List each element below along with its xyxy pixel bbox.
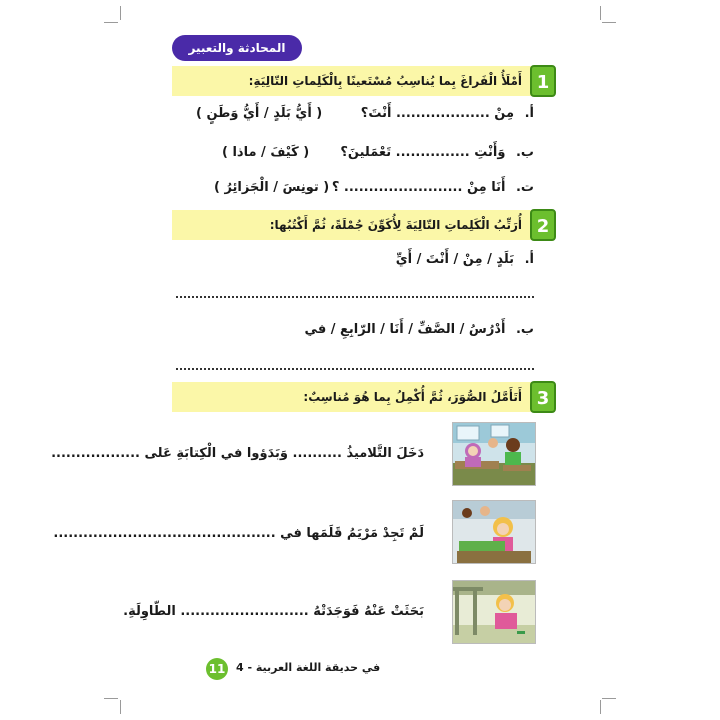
exercise-1-item-a	[361, 106, 534, 121]
exercise-3-number: 3	[530, 381, 556, 413]
exercise-3-instruction: أَتَأَمَّلُ الصُّوَرَ، ثُمَّ أُكْمِلُ بِما هُوَ مُناسِبٌ:	[303, 390, 522, 404]
exercise-1-choices-c: ( تونِسَ / الْجَزائِرُ )	[214, 180, 330, 195]
table-picture	[452, 580, 536, 644]
table-illustration	[452, 581, 535, 644]
exercise-3-item-2[interactable]: لَمْ تَجِدْ مَرْيَمُ قَلَمَها في .............................................	[53, 526, 424, 541]
desk-picture	[452, 500, 536, 564]
item-text: أَدْرُسُ / الصَّفِّ / أَنَا / الرّابِعِ / في	[304, 322, 506, 337]
answer-line[interactable]	[176, 368, 534, 370]
exercise-1-item-c	[332, 180, 534, 195]
crop-mark	[104, 698, 118, 699]
book-title: في حديقة اللغة العربية - 4	[236, 661, 381, 674]
item-label: ب.	[515, 145, 534, 160]
item-label: أ.	[524, 106, 534, 121]
section-header: المحادثة والتعبير	[172, 35, 302, 61]
classroom-illustration	[452, 423, 535, 486]
item-label: أ.	[524, 252, 534, 267]
exercise-1-number: 1	[530, 65, 556, 97]
exercise-2-bar	[172, 210, 548, 240]
exercise-2-item-b	[305, 322, 534, 337]
item-label: ب.	[515, 322, 534, 337]
crop-mark	[600, 700, 601, 714]
exercise-2-number: 2	[530, 209, 556, 241]
item-text[interactable]: مِنْ ................... أَنْتَ؟	[360, 106, 515, 121]
exercise-1-choices-b: ( كَيْفَ / ماذا )	[222, 145, 310, 160]
crop-mark	[600, 6, 601, 20]
crop-mark	[120, 700, 121, 714]
crop-mark	[104, 22, 118, 23]
exercise-1-bar	[172, 66, 548, 96]
crop-mark	[602, 698, 616, 699]
exercise-1-instruction: أَمْلَأُ الْفَراغَ بِما يُناسِبُ مُسْتَعينًا بِالْكَلِماتِ التّالِيَةِ:	[248, 74, 522, 88]
classroom-picture	[452, 422, 536, 486]
crop-mark	[602, 22, 616, 23]
exercise-2-item-a	[396, 252, 534, 267]
item-text: بَلَدٍ / مِنْ / أَنْتَ / أَيِّ	[395, 252, 515, 267]
answer-line[interactable]	[176, 296, 534, 298]
item-text[interactable]: أَنَا مِنْ ........................ ؟	[331, 180, 506, 195]
desk-illustration	[452, 501, 535, 564]
crop-mark	[120, 6, 121, 20]
item-text[interactable]: وَأَنْتِ ............... تَعْمَلينَ؟	[340, 145, 506, 160]
exercise-3-item-1[interactable]: دَخَلَ التَّلاميذُ .......... وَبَدَؤوا في الْكِتابَةِ عَلى ..................	[51, 446, 424, 461]
exercise-2-instruction: أُرَتِّبُ الْكَلِماتِ التّالِيَةَ لِأُكَوِّنَ جُمْلَةً، ثُمَّ أَكْتُبُها:	[269, 218, 522, 232]
page-number: 11	[206, 658, 228, 680]
item-label: ت.	[515, 180, 534, 195]
exercise-1-choices-a: ( أَيُّ بَلَدٍ / أَيُّ وَطَنٍ )	[196, 106, 323, 121]
exercise-3-bar	[172, 382, 548, 412]
exercise-1-item-b	[340, 145, 534, 160]
exercise-3-item-3[interactable]: بَحَثَتْ عَنْهُ فَوَجَدَتْهُ .......................... الطّاوِلَةِ.	[123, 604, 424, 619]
